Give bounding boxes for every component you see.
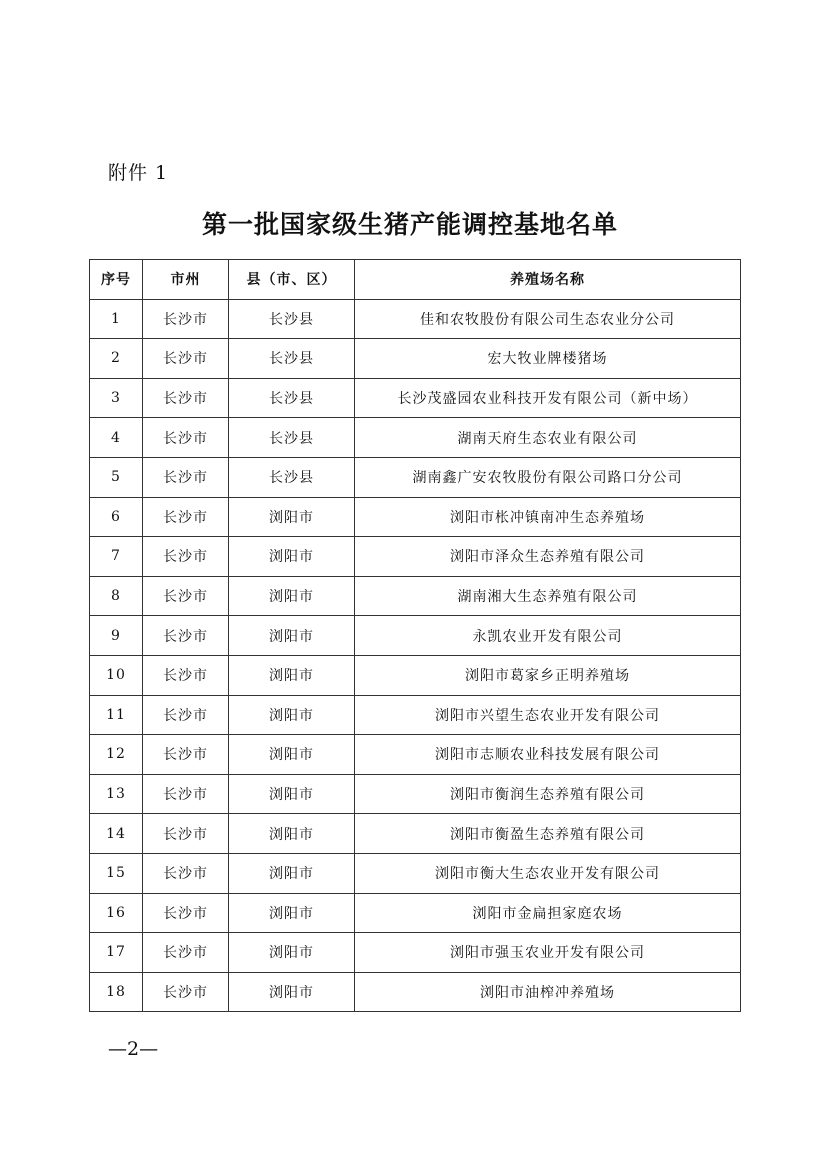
cell-index: 15	[90, 853, 143, 893]
cell-county: 浏阳市	[229, 655, 355, 695]
cell-city: 长沙市	[143, 735, 229, 775]
cell-county: 长沙县	[229, 418, 355, 458]
cell-city: 长沙市	[143, 457, 229, 497]
cell-city: 长沙市	[143, 655, 229, 695]
column-header-index: 序号	[90, 260, 143, 300]
table-row	[90, 695, 741, 735]
cell-index: 4	[90, 418, 143, 458]
cell-index: 14	[90, 814, 143, 854]
cell-city: 长沙市	[143, 695, 229, 735]
cell-city: 长沙市	[143, 814, 229, 854]
cell-index: 6	[90, 497, 143, 537]
table-row	[90, 299, 741, 339]
cell-index: 10	[90, 655, 143, 695]
cell-city: 长沙市	[143, 893, 229, 933]
table-row	[90, 576, 741, 616]
table-row	[90, 418, 741, 458]
column-header-farm-name: 养殖场名称	[355, 260, 741, 300]
cell-farm-name: 宏大牧业牌楼猪场	[355, 339, 741, 379]
cell-farm-name: 浏阳市兴望生态农业开发有限公司	[355, 695, 741, 735]
cell-city: 长沙市	[143, 616, 229, 656]
cell-city: 长沙市	[143, 378, 229, 418]
cell-index: 16	[90, 893, 143, 933]
cell-index: 12	[90, 735, 143, 775]
cell-farm-name: 浏阳市油榨冲养殖场	[355, 972, 741, 1012]
cell-county: 浏阳市	[229, 774, 355, 814]
cell-county: 浏阳市	[229, 735, 355, 775]
cell-farm-name: 浏阳市强玉农业开发有限公司	[355, 933, 741, 973]
farm-list-table	[89, 259, 741, 1012]
table-header-row	[90, 260, 741, 300]
cell-county: 长沙县	[229, 299, 355, 339]
table-row	[90, 537, 741, 577]
cell-farm-name: 浏阳市志顺农业科技发展有限公司	[355, 735, 741, 775]
cell-county: 浏阳市	[229, 537, 355, 577]
cell-city: 长沙市	[143, 774, 229, 814]
cell-farm-name: 永凯农业开发有限公司	[355, 616, 741, 656]
cell-county: 浏阳市	[229, 972, 355, 1012]
cell-farm-name: 浏阳市葛家乡正明养殖场	[355, 655, 741, 695]
table-row	[90, 774, 741, 814]
table-row	[90, 933, 741, 973]
cell-city: 长沙市	[143, 972, 229, 1012]
table-row	[90, 497, 741, 537]
cell-county: 长沙县	[229, 339, 355, 379]
cell-index: 5	[90, 457, 143, 497]
page-number: —2—	[108, 1038, 159, 1060]
cell-farm-name: 浏阳市金扁担家庭农场	[355, 893, 741, 933]
cell-index: 17	[90, 933, 143, 973]
table-row	[90, 339, 741, 379]
cell-county: 浏阳市	[229, 497, 355, 537]
cell-index: 8	[90, 576, 143, 616]
cell-index: 3	[90, 378, 143, 418]
cell-farm-name: 湖南湘大生态养殖有限公司	[355, 576, 741, 616]
cell-farm-name: 佳和农牧股份有限公司生态农业分公司	[355, 299, 741, 339]
cell-county: 长沙县	[229, 378, 355, 418]
cell-city: 长沙市	[143, 299, 229, 339]
cell-county: 浏阳市	[229, 616, 355, 656]
cell-index: 1	[90, 299, 143, 339]
cell-index: 2	[90, 339, 143, 379]
cell-index: 9	[90, 616, 143, 656]
cell-index: 13	[90, 774, 143, 814]
document-title: 第一批国家级生猪产能调控基地名单	[201, 210, 618, 239]
cell-city: 长沙市	[143, 418, 229, 458]
table-row	[90, 853, 741, 893]
cell-county: 浏阳市	[229, 695, 355, 735]
table-row	[90, 814, 741, 854]
cell-index: 7	[90, 537, 143, 577]
attachment-label: 附件 1	[108, 162, 169, 184]
cell-county: 浏阳市	[229, 814, 355, 854]
table-row	[90, 457, 741, 497]
cell-farm-name: 浏阳市衡大生态农业开发有限公司	[355, 853, 741, 893]
cell-city: 长沙市	[143, 933, 229, 973]
cell-index: 11	[90, 695, 143, 735]
cell-city: 长沙市	[143, 576, 229, 616]
cell-county: 浏阳市	[229, 853, 355, 893]
cell-farm-name: 湖南天府生态农业有限公司	[355, 418, 741, 458]
cell-index: 18	[90, 972, 143, 1012]
cell-county: 长沙县	[229, 457, 355, 497]
cell-city: 长沙市	[143, 537, 229, 577]
table-row	[90, 735, 741, 775]
cell-city: 长沙市	[143, 497, 229, 537]
cell-city: 长沙市	[143, 339, 229, 379]
column-header-county: 县（市、区）	[229, 260, 355, 300]
table-row	[90, 378, 741, 418]
cell-farm-name: 浏阳市衡润生态养殖有限公司	[355, 774, 741, 814]
cell-farm-name: 浏阳市泽众生态养殖有限公司	[355, 537, 741, 577]
cell-county: 浏阳市	[229, 933, 355, 973]
table-row	[90, 655, 741, 695]
cell-county: 浏阳市	[229, 576, 355, 616]
table-body	[90, 299, 741, 1012]
table-row	[90, 972, 741, 1012]
table-row	[90, 893, 741, 933]
cell-city: 长沙市	[143, 853, 229, 893]
table-row	[90, 616, 741, 656]
cell-county: 浏阳市	[229, 893, 355, 933]
cell-farm-name: 长沙茂盛园农业科技开发有限公司（新中场）	[355, 378, 741, 418]
column-header-city: 市州	[143, 260, 229, 300]
cell-farm-name: 浏阳市枨冲镇南冲生态养殖场	[355, 497, 741, 537]
cell-farm-name: 浏阳市衡盈生态养殖有限公司	[355, 814, 741, 854]
cell-farm-name: 湖南鑫广安农牧股份有限公司路口分公司	[355, 457, 741, 497]
